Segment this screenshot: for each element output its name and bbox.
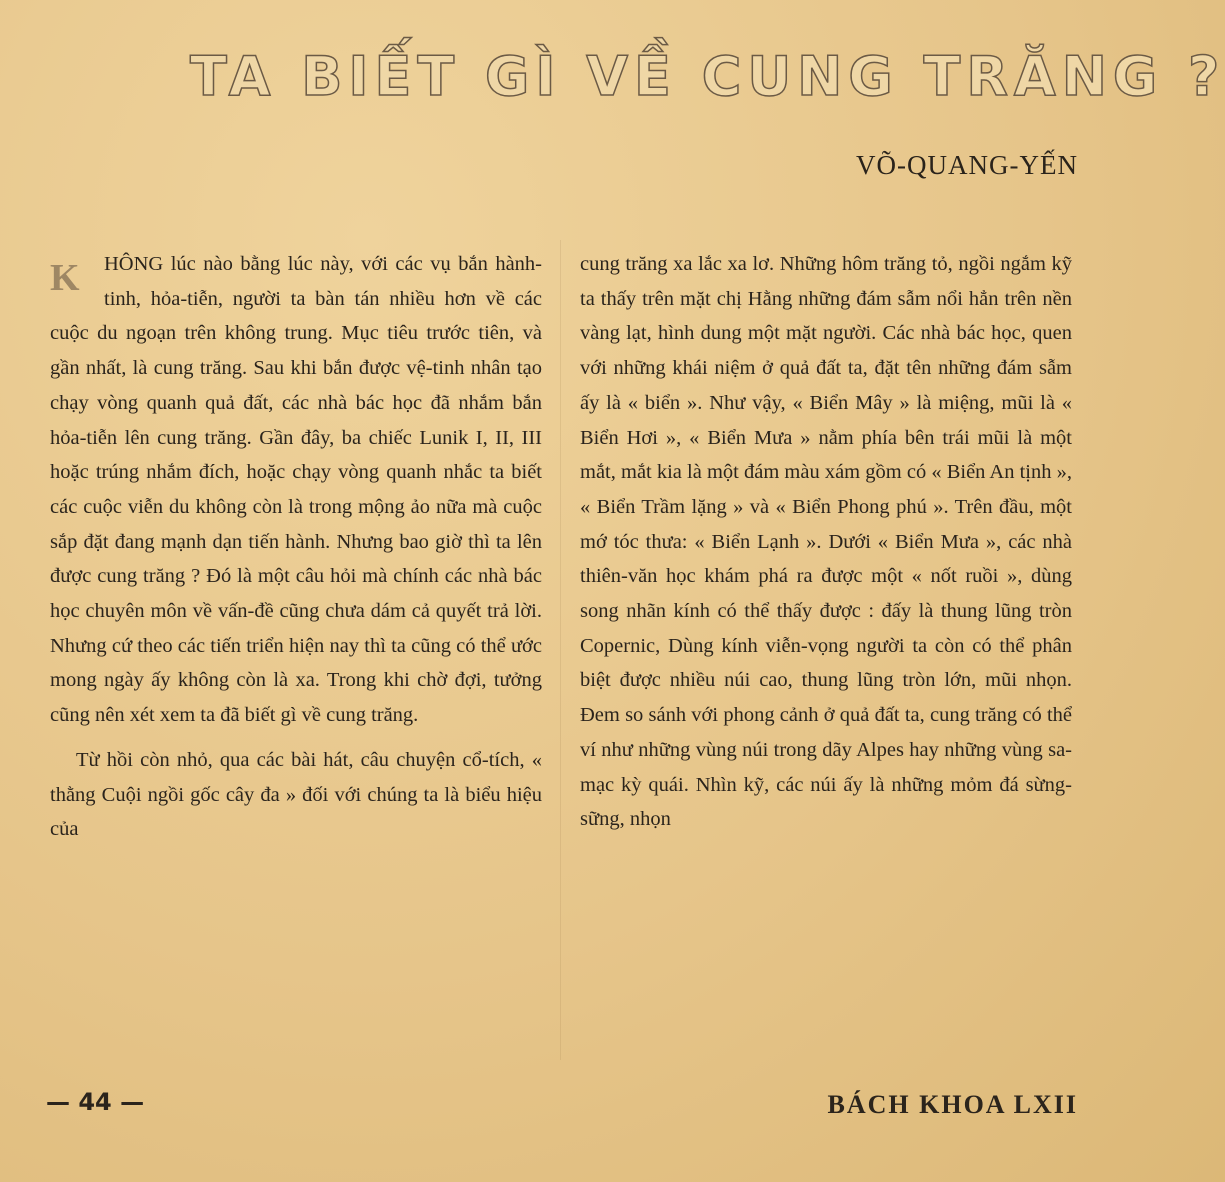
paragraph: Từ hồi còn nhỏ, qua các bài hát, câu chuyện cổ-tích, « thằng Cuội ngồi gốc cây đa » đối với chúng ta là biểu hiệu của [50,748,542,841]
drop-cap: K [50,257,80,299]
publication-name: BÁCH KHOA LXII [827,1090,1078,1119]
paragraph-text: HÔNG lúc nào bằng lúc này, với các vụ bắn hành-tinh, hỏa-tiễn, người ta bàn tán nhiều hơn về các cuộc du ngoạn trên không trung. Mục tiêu trước tiên, và gần nhất, là cung trăng. Sau khi bắn được vệ-tinh nhân tạo chạy vòng quanh quả đất, các nhà bác học đã nhắm bắn hỏa-tiễn lên cung trăng. Gần đây, ba chiếc Lunik I, II, III hoặc trúng nhắm đích, hoặc chạy vòng quanh nhắc ta biết các cuộc viễn du không còn là trong mộng ảo nữa mà cuộc sắp đặt đang mạnh dạn tiến hành. Nhưng bao giờ thì ta lên được cung trăng ? Đó là một câu hỏi mà chính các nhà bác học chuyên môn về vấn-đề cũng chưa dám cả quyết trả lời. Nhưng cứ theo các tiến triển hiện nay thì ta cũng có thể ước mong ngày ấy không còn là xa. Trong khi chờ đợi, tưởng cũng nên xét xem ta đã biết gì về cung trăng. [50,253,542,727]
paragraph [50,247,542,733]
page-number: — 44 — [46,1088,145,1116]
paragraph: cung trăng xa lắc xa lơ. Những hôm trăng tỏ, ngồi ngắm kỹ ta thấy trên mặt chị Hằng những đám sẫm nổi hẳn trên nền vàng lạt, hình dung một mặt người. Các nhà bác học, quen với những khái niệm ở quả đất ta, đặt tên những đám sẫm ấy là « biển ». Như vậy, « Biển Mây » là miệng, mũi là « Biển Hơi », « Biển Mưa » nằm phía bên trái mũi là một mắt, mắt kia là một đám màu xám gồm có « Biển An tịnh », « Biển Trầm lặng » và « Biển Phong phú ». Trên đầu, một mớ tóc thưa: « Biển Lạnh ». Dưới « Biển Mưa », các nhà thiên-văn học khám phá ra được một « nốt ruồi », dùng song nhãn kính có thể thấy được : đấy là thung lũng tròn Copernic, Dùng kính viễn-vọng người ta còn có thể phân biệt được nhiều núi cao, thung lũng tròn lớn, mũi nhọn. Đem so sánh với phong cảnh ở quả đất ta, cung trăng có thể ví như những vùng núi trong dãy Alpes hay những vùng sa-mạc kỳ quái. Nhìn kỹ, các núi ấy là những mỏm đá sừng-sững, nhọn [580,253,1072,831]
page-crease [560,240,561,1060]
text-column-left [50,247,542,847]
text-column-right [580,247,1072,837]
article-title: TA BIẾT GÌ VỀ CUNG TRĂNG ? [190,45,1225,108]
article-author: VÕ-QUANG-YẾN [856,150,1078,180]
